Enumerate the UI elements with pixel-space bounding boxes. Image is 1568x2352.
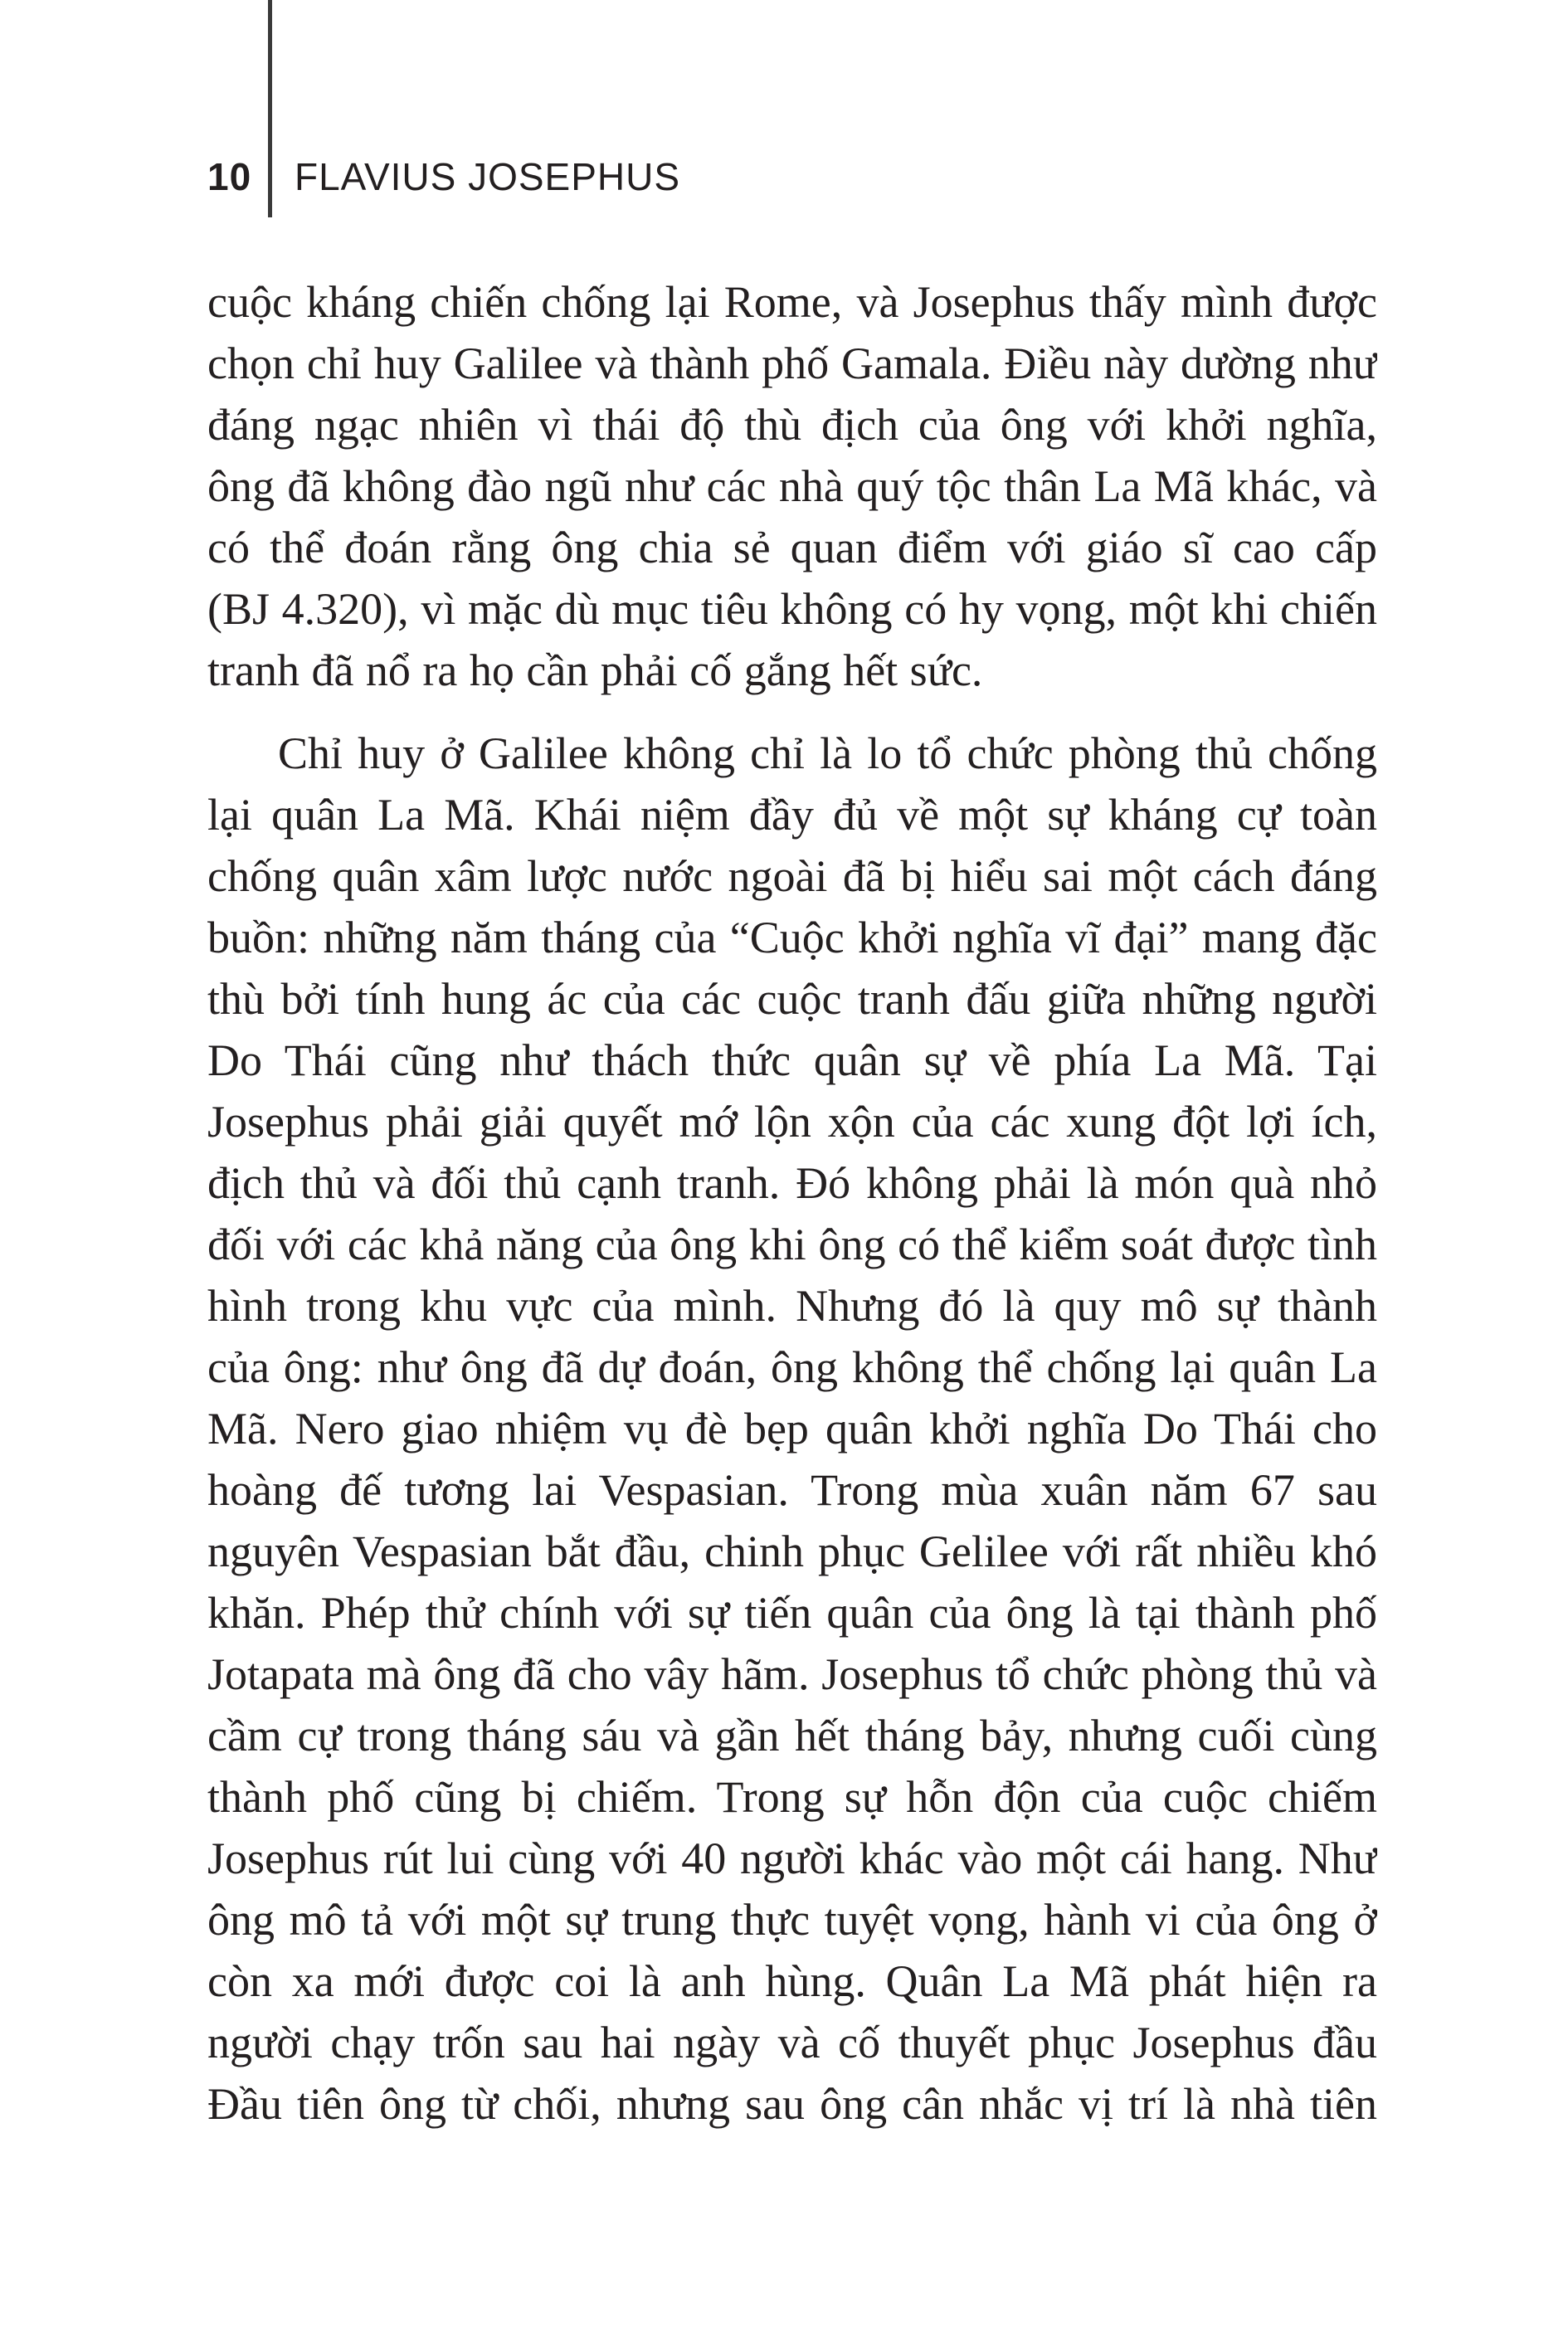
running-head-title: FLAVIUS JOSEPHUS xyxy=(295,155,681,198)
text-line: Jotapata mà ông đã cho vây hãm. Josephus tổ chức phòng thủ và xyxy=(207,1649,1377,1699)
text-line: hoàng đế tương lai Vespasian. Trong mùa xuân năm 67 sau xyxy=(207,1465,1377,1515)
text-line: cuộc kháng chiến chống lại Rome, và Josephus thấy mình được xyxy=(207,277,1377,327)
text-line: ông đã không đào ngũ như các nhà quý tộc thân La Mã khác, và xyxy=(207,461,1377,511)
text-line: tranh đã nổ ra họ cần phải cố gắng hết sức. xyxy=(207,645,983,695)
text-line: còn xa mới được coi là anh hùng. Quân La Mã phát hiện ra xyxy=(207,1956,1377,2006)
text-line: Mã. Nero giao nhiệm vụ đè bẹp quân khởi nghĩa Do Thái cho xyxy=(207,1404,1377,1454)
text-line: chọn chỉ huy Galilee và thành phố Gamala. Điều này dường như xyxy=(207,338,1377,388)
text-line: ông mô tả với một sự trung thực tuyệt vọng, hành vi của ông ở xyxy=(207,1895,1377,1945)
text-line: có thể đoán rằng ông chia sẻ quan điểm với giáo sĩ cao cấp xyxy=(207,523,1377,572)
text-line: nguyên Vespasian bắt đầu, chinh phục Gelilee với rất nhiều khó xyxy=(207,1527,1377,1576)
text-line: hình trong khu vực của mình. Nhưng đó là quy mô sự thành xyxy=(207,1281,1377,1331)
paragraph-gap xyxy=(207,701,1377,723)
paragraph-2 xyxy=(207,723,1377,2135)
text-line: buồn: những năm tháng của “Cuộc khởi nghĩa vĩ đại” mang đặc xyxy=(207,913,1377,962)
text-line: lại quân La Mã. Khái niệm đầy đủ về một sự kháng cự toàn xyxy=(207,790,1377,840)
text-line: thù bởi tính hung ác của các cuộc tranh đấu giữa những người xyxy=(207,974,1377,1024)
paragraph-1 xyxy=(207,271,1377,701)
text-line: địch thủ và đối thủ cạnh tranh. Đó không phải là món quà nhỏ xyxy=(207,1158,1377,1208)
text-line: Đầu tiên ông từ chối, nhưng sau ông cân nhắc vị trí là nhà tiên xyxy=(207,2079,1377,2129)
text-line: chống quân xâm lược nước ngoài đã bị hiểu sai một cách đáng xyxy=(207,851,1377,901)
running-header xyxy=(0,152,1568,202)
page-number: 10 xyxy=(207,155,252,198)
text-line: Josephus rút lui cùng với 40 người khác vào một cái hang. Như xyxy=(207,1833,1377,1883)
text-line: đối với các khả năng của ông khi ông có thể kiểm soát được tình xyxy=(207,1220,1377,1269)
text-line: của ông: như ông đã dự đoán, ông không thể chống lại quân La xyxy=(207,1342,1377,1392)
text-line: Do Thái cũng như thách thức quân sự về phía La Mã. Tại xyxy=(207,1035,1377,1085)
text-line: cầm cự trong tháng sáu và gần hết tháng bảy, nhưng cuối cùng xyxy=(207,1711,1377,1760)
body-text xyxy=(207,271,1377,2135)
text-line: thành phố cũng bị chiếm. Trong sự hỗn độn của cuộc chiếm xyxy=(207,1772,1377,1822)
text-line: Chỉ huy ở Galilee không chỉ là lo tổ chức phòng thủ chống xyxy=(278,728,1377,778)
text-line: (BJ 4.320), vì mặc dù mục tiêu không có hy vọng, một khi chiến xyxy=(207,584,1377,634)
text-line: Josephus phải giải quyết mớ lộn xộn của các xung đột lợi ích, xyxy=(207,1097,1377,1147)
text-line: khăn. Phép thử chính với sự tiến quân của ông là tại thành phố xyxy=(207,1588,1377,1638)
text-line: đáng ngạc nhiên vì thái độ thù địch của ông với khởi nghĩa, xyxy=(207,400,1377,450)
text-line: người chạy trốn sau hai ngày và cố thuyết phục Josephus đầu xyxy=(207,2018,1377,2067)
